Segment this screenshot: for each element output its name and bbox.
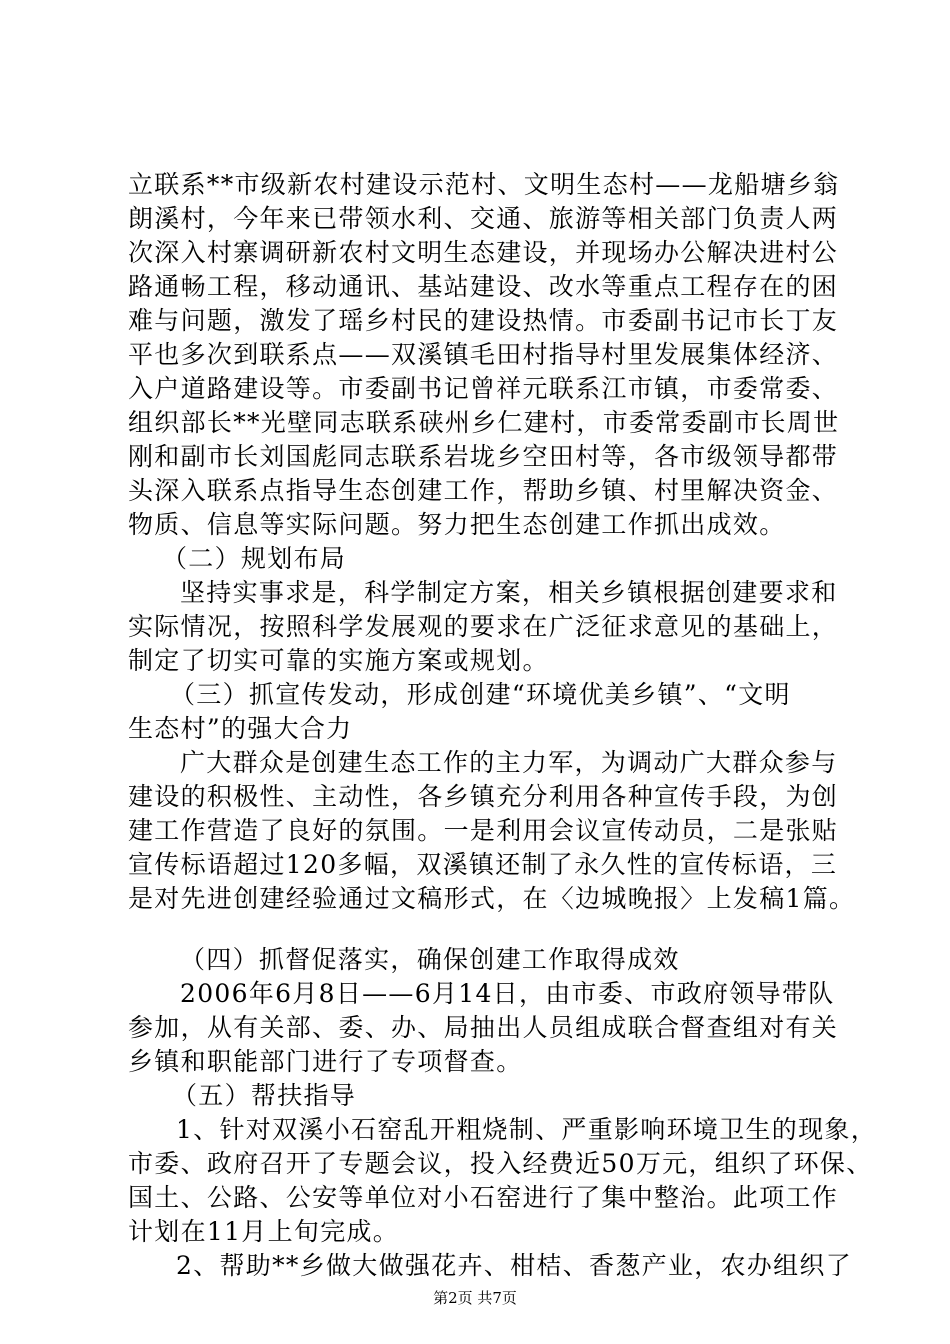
text-line: 计划在11月上旬完成。 [128, 1217, 400, 1246]
text-line: 平也多次到联系点——双溪镇毛田村指导村里发展集体经济、 [128, 340, 839, 369]
text-line: 宣传标语超过120多幅，双溪镇还制了永久性的宣传标语，三 [128, 850, 838, 879]
text-line: 难与问题，激发了瑶乡村民的建设热情。市委副书记市长丁友 [128, 306, 839, 335]
text-line: 建工作营造了良好的氛围。一是利用会议宣传动员，二是张贴 [128, 816, 839, 845]
page-number-footer: 第2页 共7页 [433, 1289, 517, 1307]
section-heading: 生态村”的强大合力 [128, 714, 353, 743]
section-heading: （二）规划布局 [162, 544, 347, 573]
text-line: 2、帮助**乡做大做强花卉、柑桔、香葱产业，农办组织了 [176, 1251, 853, 1280]
text-line: 实际情况，按照科学发展观的要求在广泛征求意见的基础上， [128, 612, 839, 641]
text-line: 立联系**市级新农村建设示范村、文明生态村——龙船塘乡翁 [128, 170, 840, 199]
section-heading: （四）抓督促落实，确保创建工作取得成效 [180, 945, 680, 974]
text-line: 国土、公路、公安等单位对小石窑进行了集中整治。此项工作 [128, 1183, 839, 1212]
text-line: 路通畅工程，移动通讯、基站建设、改水等重点工程存在的困 [128, 272, 839, 301]
text-line: 头深入联系点指导生态创建工作，帮助乡镇、村里解决资金、 [128, 476, 839, 505]
text-line: 是对先进创建经验通过文稿形式，在〈边城晚报〉上发稿1篇。 [128, 884, 856, 913]
text-line: 参加，从有关部、委、办、局抽出人员组成联合督查组对有关 [128, 1013, 839, 1042]
text-line: 广大群众是创建生态工作的主力军，为调动广大群众参与 [180, 748, 838, 777]
text-line: 乡镇和职能部门进行了专项督查。 [128, 1047, 523, 1076]
text-line: 2006年6月8日——6月14日，由市委、市政府领导带队 [180, 979, 835, 1008]
text-line: 刚和副市长刘国彪同志联系岩垅乡空田村等，各市级领导都带 [128, 442, 839, 471]
section-heading: （三）抓宣传发动，形成创建“环境优美乡镇”、“文明 [170, 680, 791, 709]
text-line: 市委、政府召开了专题会议，投入经费近50万元，组织了环保、 [128, 1149, 873, 1178]
section-heading: （五）帮扶指导 [172, 1081, 357, 1110]
text-line: 建设的积极性、主动性，各乡镇充分利用各种宣传手段，为创 [128, 782, 839, 811]
text-line: 入户道路建设等。市委副书记曾祥元联系江市镇，市委常委、 [128, 374, 839, 403]
text-line: 物质、信息等实际问题。努力把生态创建工作抓出成效。 [128, 510, 786, 539]
text-line: 1、针对双溪小石窑乱开粗烧制、严重影响环境卫生的现象， [176, 1115, 878, 1144]
text-line: 朗溪村，今年来已带领水利、交通、旅游等相关部门负责人两 [128, 204, 839, 233]
text-line: 组织部长**光壁同志联系硖州乡仁建村，市委常委副市长周世 [128, 408, 840, 437]
text-line: 制定了切实可靠的实施方案或规划。 [128, 646, 549, 675]
text-line: 次深入村寨调研新农村文明生态建设，并现场办公解决进村公 [128, 238, 839, 267]
text-line: 坚持实事求是，科学制定方案，相关乡镇根据创建要求和 [180, 578, 838, 607]
